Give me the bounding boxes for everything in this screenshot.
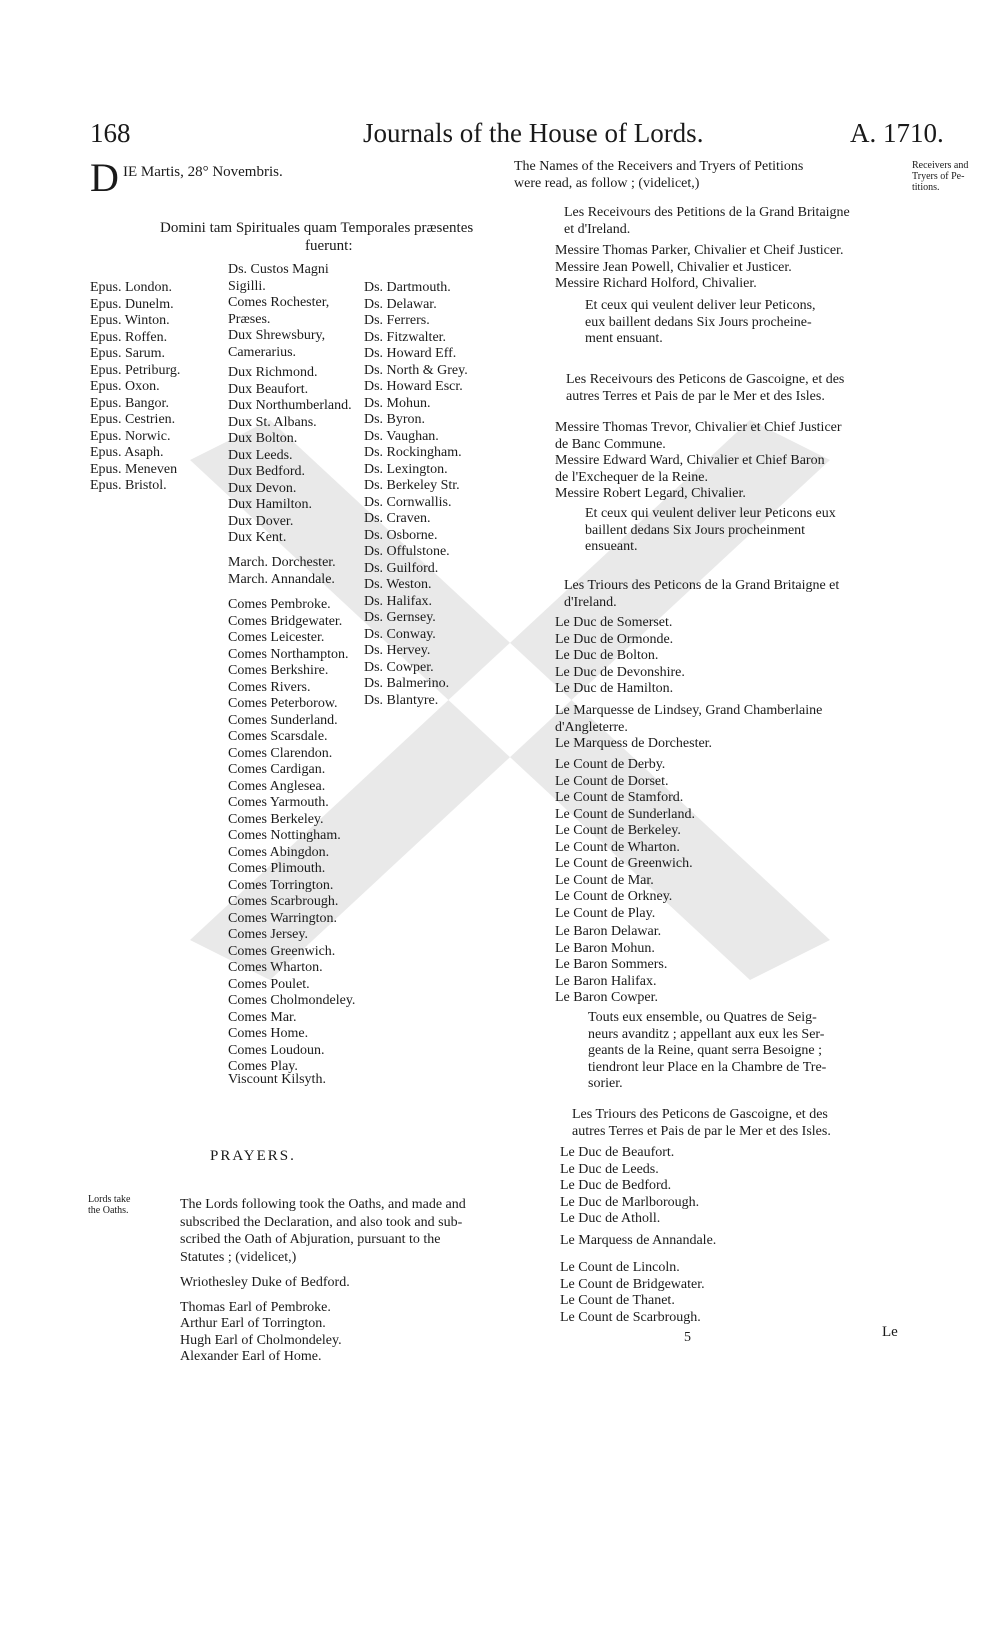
text-line: Le Marquesse de Lindsey, Grand Chamberlaine xyxy=(555,703,823,718)
text-line: Epus. London. xyxy=(90,280,173,295)
text-line: Epus. Dunelm. xyxy=(90,296,174,312)
text-line: Comes Scarbrough. xyxy=(228,894,339,909)
text-line: Comes Mar. xyxy=(228,1009,297,1025)
text-line: Comes Clarendon. xyxy=(228,745,333,761)
text-line: Ds. Cornwallis. xyxy=(364,494,452,510)
text-line: Le Count de Greenwich. xyxy=(555,856,693,871)
text-line: Comes Poulet. xyxy=(228,976,310,992)
text-line: Ds. Fitzwalter. xyxy=(364,329,447,345)
text-line: Ds. Guilford. xyxy=(364,560,439,576)
text-line: Le Count de Dorset. xyxy=(555,773,669,789)
receivers-gas-list xyxy=(555,420,842,503)
tryers-gas-marquesses xyxy=(560,1233,716,1250)
text-line: Le Duc de Marlborough. xyxy=(560,1194,700,1210)
text-line: Le Count de Thanet. xyxy=(560,1293,675,1308)
text-line: Hugh Earl of Cholmondeley. xyxy=(180,1332,342,1348)
text-line: Ds. Vaughan. xyxy=(364,428,439,444)
officers-column xyxy=(228,262,329,361)
tryers-gas-heading xyxy=(572,1107,831,1140)
text-line: Arthur Earl of Torrington. xyxy=(180,1316,326,1331)
text-line: Messire Thomas Parker, Chivalier et Cheif Justicer. xyxy=(555,243,844,258)
text-line: The Names of the Receivers and Tryers of Petitions xyxy=(514,159,804,174)
text-line: Le Count de Lincoln. xyxy=(560,1260,680,1275)
text-line: ment ensuant. xyxy=(585,331,663,346)
text-line: Messire Edward Ward, Chivalier et Chief Baron xyxy=(555,453,825,468)
text-line: Statutes ; (videlicet,) xyxy=(180,1249,297,1265)
tryers-gb-counts xyxy=(555,757,695,922)
text-line: Comes Home. xyxy=(228,1026,309,1041)
text-line: Ds. Blantyre. xyxy=(364,692,439,708)
text-line: Epus. Bangor. xyxy=(90,395,169,411)
text-line: The Lords following took the Oaths, and made and xyxy=(180,1197,466,1212)
text-line: Et ceux qui veulent deliver leur Peticons eux xyxy=(585,506,836,521)
text-line: Ds. North & Grey. xyxy=(364,362,468,378)
text-line: Receivers and xyxy=(912,160,969,171)
tryers-gb-heading xyxy=(564,578,839,611)
oath-lord-first xyxy=(180,1275,350,1366)
text-line: Epus. Cestrien. xyxy=(90,412,176,427)
text-line: Ds. Balmerino. xyxy=(364,676,450,691)
text-line: Sigilli. xyxy=(228,278,266,294)
text-line: Le Count de Stamford. xyxy=(555,790,684,805)
text-line: subscribed the Declaration, and also took and sub- xyxy=(180,1214,463,1230)
text-line: Comes Wharton. xyxy=(228,960,323,975)
text-line: Comes Loudoun. xyxy=(228,1042,325,1058)
text-line: Le Count de Wharton. xyxy=(555,839,680,855)
tryers-gb-dukes xyxy=(555,615,685,698)
text-line: Ds. Ferrers. xyxy=(364,313,430,328)
text-line: Comes Northampton. xyxy=(228,646,349,662)
margin-note-right xyxy=(912,160,968,193)
text-line: Dux Beaufort. xyxy=(228,381,309,397)
text-line: Dux St. Albans. xyxy=(228,414,317,430)
text-line: Comes Yarmouth. xyxy=(228,795,329,810)
text-line: Messire Robert Legard, Chivalier. xyxy=(555,486,746,501)
text-line: Dux Shrewsbury, xyxy=(228,328,326,343)
text-line: Wriothesley Duke of Bedford. xyxy=(180,1275,350,1290)
tryers-gb-barons xyxy=(555,924,667,1007)
text-line: Les Triours des Peticons de la Grand Britaigne et xyxy=(564,578,840,593)
text-line: Messire Jean Powell, Chivalier et Justicer. xyxy=(555,259,792,275)
text-line: Le Duc de Somerset. xyxy=(555,615,673,630)
text-line: Epus. Oxon. xyxy=(90,379,160,394)
text-line: Comes Torrington. xyxy=(228,877,334,893)
text-line: Ds. Osborne. xyxy=(364,527,438,543)
presentes-line-1: Domini tam Spirituales quam Temporales præsentes xyxy=(160,220,474,236)
receivers-gas-heading xyxy=(566,372,844,405)
text-line: Ds. Rockingham. xyxy=(364,445,462,460)
text-line: Epus. Sarum. xyxy=(90,346,166,361)
text-line: Ds. Dartmouth. xyxy=(364,280,451,295)
text-line: baillent dedans Six Jours procheinment xyxy=(585,522,806,538)
tryers-gas-counts xyxy=(560,1260,705,1326)
text-line: Ds. Hervey. xyxy=(364,643,431,658)
text-line: Epus. Roffen. xyxy=(90,329,168,345)
text-line: Comes Berkshire. xyxy=(228,663,329,678)
page-number: 168 xyxy=(90,118,131,148)
text-line: et d'Ireland. xyxy=(564,221,631,237)
text-line: Ds. Weston. xyxy=(364,577,432,592)
text-line: Thomas Earl of Pembroke. xyxy=(180,1299,331,1315)
text-line: Le Duc de Devonshire. xyxy=(555,664,685,680)
text-line: ensueant. xyxy=(585,539,638,554)
text-line: Viscount Kilsyth. xyxy=(228,1072,326,1087)
text-line: Le Duc de Beaufort. xyxy=(560,1145,675,1160)
text-line: Dux Dover. xyxy=(228,513,294,529)
text-line: Ds. Howard Eff. xyxy=(364,346,457,361)
text-line: Le Count de Scarbrough. xyxy=(560,1309,701,1325)
text-line: neurs avanditz ; appellant aux eux les Ser- xyxy=(588,1026,825,1042)
text-line: Ds. Halifax. xyxy=(364,593,433,609)
text-line: Les Receivours des Peticons de Gascoigne, et des xyxy=(566,372,845,387)
margin-note-left xyxy=(88,1194,131,1216)
text-line: Messire Richard Holford, Chivalier. xyxy=(555,276,757,291)
day-heading: IE Martis, 28° Novembris. xyxy=(123,164,283,180)
bishops-column xyxy=(90,280,180,495)
earls-column xyxy=(228,597,355,1076)
text-line: Dux Kent. xyxy=(228,530,287,545)
text-line: Epus. Meneven xyxy=(90,461,178,477)
receivers-gas-note xyxy=(585,506,836,556)
text-line: Ds. Offulstone. xyxy=(364,544,450,559)
drop-initial: D xyxy=(90,155,119,200)
barons-column xyxy=(364,280,468,709)
text-line: scribed the Oath of Abjuration, pursuant to the xyxy=(180,1232,441,1247)
text-line: Comes Bridgewater. xyxy=(228,613,343,629)
text-line: Le Duc de Atholl. xyxy=(560,1211,661,1226)
text-line: Le Baron Sommers. xyxy=(555,957,668,972)
text-line: Epus. Petriburg. xyxy=(90,362,181,378)
text-line: Dux Bedford. xyxy=(228,464,305,479)
text-line: Touts eux ensemble, ou Quatres de Seig- xyxy=(588,1010,817,1025)
text-line: Comes Berkeley. xyxy=(228,811,324,827)
text-line: Ds. Howard Escr. xyxy=(364,379,463,394)
text-line: Le Baron Mohun. xyxy=(555,940,655,956)
text-line: Præses. xyxy=(228,311,271,327)
viscount-column xyxy=(228,1072,326,1089)
receivers-intro xyxy=(514,158,803,192)
text-line: geants de la Reine, quant serra Besoigne ; xyxy=(588,1043,823,1058)
text-line: Alexander Earl of Home. xyxy=(180,1349,322,1364)
text-line: Tryers of Pe- xyxy=(912,171,965,182)
text-line: Comes Scarsdale. xyxy=(228,729,328,744)
text-line: Ds. Berkeley Str. xyxy=(364,478,460,493)
text-line: Dux Devon. xyxy=(228,480,297,496)
text-line: Comes Rivers. xyxy=(228,679,311,695)
text-line: Comes Peterborow. xyxy=(228,696,338,711)
text-line: Dux Bolton. xyxy=(228,431,298,446)
text-line: Les Receivours des Petitions de la Grand Britaigne xyxy=(564,205,850,220)
presentes-line-2: fuerunt: xyxy=(305,238,353,254)
text-line: autres Terres et Pais de par le Mer et des Isles. xyxy=(566,388,825,404)
text-line: tiendront leur Place en la Chambre de Tre- xyxy=(588,1059,827,1075)
text-line: Comes Warrington. xyxy=(228,910,338,926)
running-title: Journals of the House of Lords. xyxy=(363,118,704,148)
text-line: Epus. Norwic. xyxy=(90,428,171,444)
text-line: Ds. Byron. xyxy=(364,412,426,427)
text-line: Comes Play. xyxy=(228,1059,298,1074)
text-line: Ds. Custos Magni xyxy=(228,262,329,277)
text-line: Ds. Cowper. xyxy=(364,659,434,675)
text-line: Ds. Lexington. xyxy=(364,461,448,477)
text-line: Le Duc de Bolton. xyxy=(555,648,659,663)
text-line: autres Terres et Pais de par le Mer et des Isles. xyxy=(572,1123,831,1139)
text-line: de l'Exchequer de la Reine. xyxy=(555,469,708,485)
text-line: Le Count de Bridgewater. xyxy=(560,1276,705,1292)
receivers-gb-list xyxy=(555,243,843,293)
text-line: Comes Anglesea. xyxy=(228,778,326,794)
text-line: Ds. Delawar. xyxy=(364,296,437,312)
running-year: A. 1710. xyxy=(850,118,944,148)
dukes-column xyxy=(228,365,352,547)
text-line: Le Count de Orkney. xyxy=(555,889,673,904)
text-line: Le Count de Berkeley. xyxy=(555,823,681,838)
text-line: eux baillent dedans Six Jours procheine- xyxy=(585,314,812,330)
tryers-gb-marquesses xyxy=(555,703,822,753)
text-line: Ds. Gernsey. xyxy=(364,610,436,625)
text-line: Ds. Mohun. xyxy=(364,395,431,411)
text-line: d'Angleterre. xyxy=(555,719,628,735)
text-line: Comes Cardigan. xyxy=(228,762,326,777)
text-line: Dux Richmond. xyxy=(228,365,318,380)
tryers-gas-dukes xyxy=(560,1145,699,1228)
text-line: Camerarius. xyxy=(228,344,297,360)
text-line: Lords take xyxy=(88,1194,131,1205)
tryers-gb-note xyxy=(588,1010,826,1093)
text-line: Comes Greenwich. xyxy=(228,943,336,959)
text-line: Epus. Winton. xyxy=(90,313,170,328)
text-line: Le Count de Sunderland. xyxy=(555,806,695,822)
text-line: March. Annandale. xyxy=(228,571,335,587)
text-line: Le Marquess de Dorchester. xyxy=(555,736,713,751)
text-line: Le Baron Cowper. xyxy=(555,990,659,1005)
text-line: Epus. Asaph. xyxy=(90,445,164,460)
text-line: Comes Plimouth. xyxy=(228,861,326,876)
text-line: Dux Hamilton. xyxy=(228,497,312,512)
text-line: Ds. Craven. xyxy=(364,511,431,526)
text-line: Le Baron Delawar. xyxy=(555,924,662,939)
text-line: Le Count de Mar. xyxy=(555,872,654,888)
text-line: Le Baron Halifax. xyxy=(555,973,657,989)
catchword: Le xyxy=(882,1324,898,1340)
text-line: Le Duc de Hamilton. xyxy=(555,681,674,696)
text-line: Le Marquess de Annandale. xyxy=(560,1233,717,1248)
text-line: titions. xyxy=(912,182,940,193)
text-line: Dux Leeds. xyxy=(228,447,293,463)
text-line: were read, as follow ; (videlicet,) xyxy=(514,176,700,191)
signature-mark: 5 xyxy=(684,1330,691,1345)
text-line: Epus. Bristol. xyxy=(90,478,167,493)
text-line: Les Triours des Peticons de Gascoigne, et des xyxy=(572,1107,828,1122)
prayers-heading: PRAYERS. xyxy=(210,1148,296,1164)
text-line: Le Duc de Bedford. xyxy=(560,1178,672,1193)
text-line: Messire Thomas Trevor, Chivalier et Chief Justicer xyxy=(555,420,842,435)
text-line: Comes Cholmondeley. xyxy=(228,993,356,1008)
text-line: Comes Jersey. xyxy=(228,927,308,942)
receivers-gb-note xyxy=(585,298,816,348)
text-line: Le Duc de Ormonde. xyxy=(555,631,674,647)
text-line: the Oaths. xyxy=(88,1205,129,1216)
text-line: de Banc Commune. xyxy=(555,436,666,452)
text-line: Le Count de Play. xyxy=(555,905,656,921)
text-line: Comes Nottingham. xyxy=(228,828,341,843)
oaths-paragraph xyxy=(180,1196,466,1266)
text-line: Le Count de Derby. xyxy=(555,757,666,772)
text-line: March. Dorchester. xyxy=(228,555,336,570)
marquesses-column xyxy=(228,555,336,588)
text-line: Dux Northumberland. xyxy=(228,398,352,413)
text-line: Comes Rochester, xyxy=(228,295,330,310)
text-line: Ds. Conway. xyxy=(364,626,436,642)
text-line: sorier. xyxy=(588,1076,623,1091)
text-line: Comes Pembroke. xyxy=(228,597,331,612)
text-line: Et ceux qui veulent deliver leur Peticons, xyxy=(585,298,816,313)
text-line: Comes Leicester. xyxy=(228,630,325,645)
receivers-gb-heading xyxy=(564,205,850,238)
text-line: Comes Sunderland. xyxy=(228,712,338,728)
text-line: d'Ireland. xyxy=(564,594,617,610)
text-line: Le Duc de Leeds. xyxy=(560,1161,659,1177)
text-line: Comes Abingdon. xyxy=(228,844,330,860)
